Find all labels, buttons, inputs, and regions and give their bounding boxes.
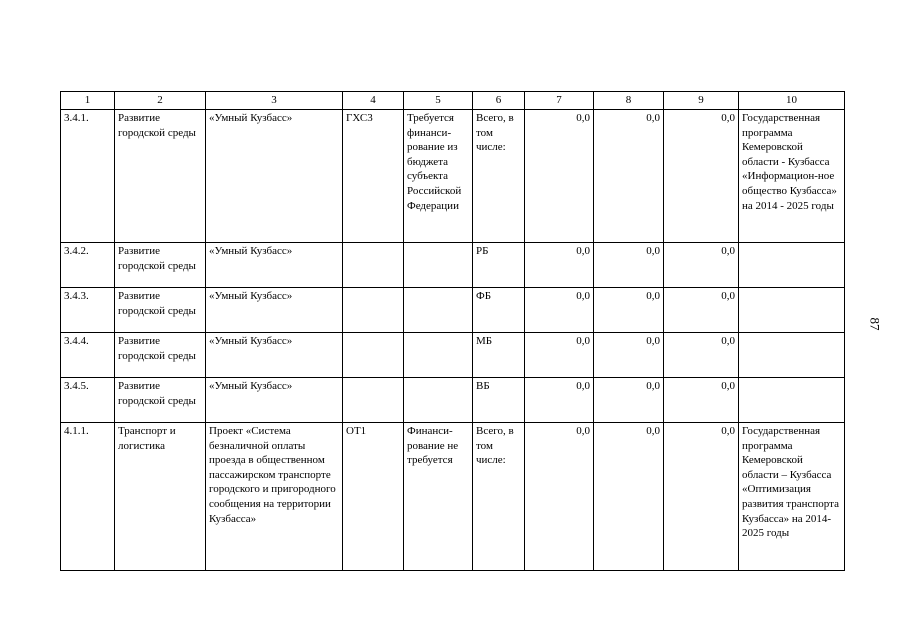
program-cell: Государственная программа Кемеровской области - Кузбасса «Информацион-ное общество Кузбасса» на 2014 - 2025 годы	[739, 110, 845, 243]
code-cell: ГХС3	[343, 110, 404, 243]
row-id-cell: 3.4.3.	[61, 288, 115, 333]
header-cell: 3	[206, 92, 343, 110]
area-cell: Развитие городской среды	[115, 333, 206, 378]
value-cell-7: 0,0	[525, 333, 594, 378]
financing-cell: Финанси-рование не требуется	[404, 423, 473, 571]
value-cell-7: 0,0	[525, 288, 594, 333]
project-cell: «Умный Кузбасс»	[206, 333, 343, 378]
financing-cell	[404, 288, 473, 333]
value-cell-9: 0,0	[664, 288, 739, 333]
program-cell	[739, 243, 845, 288]
value-cell-8: 0,0	[594, 378, 664, 423]
area-cell: Транспорт и логистика	[115, 423, 206, 571]
financing-cell: Требуется финанси-рование из бюджета субъекта Российской Федерации	[404, 110, 473, 243]
table-header	[61, 92, 845, 110]
header-cell: 2	[115, 92, 206, 110]
row-id-cell: 3.4.4.	[61, 333, 115, 378]
row-id-cell: 4.1.1.	[61, 423, 115, 571]
row-id-cell: 3.4.5.	[61, 378, 115, 423]
project-cell: Проект «Система безналичной оплаты проезда в общественном пассажирском транспорте городского и пригородного сообщения на территории Кузбасса»	[206, 423, 343, 571]
program-cell: Государственная программа Кемеровской области – Кузбасса «Оптимизация развития транспорта Кузбасса» на 2014-2025 годы	[739, 423, 845, 571]
row-id-cell: 3.4.2.	[61, 243, 115, 288]
program-cell	[739, 333, 845, 378]
data-table	[60, 91, 845, 571]
area-cell: Развитие городской среды	[115, 288, 206, 333]
header-cell: 10	[739, 92, 845, 110]
header-cell: 4	[343, 92, 404, 110]
header-cell: 9	[664, 92, 739, 110]
financing-cell	[404, 378, 473, 423]
financing-cell	[404, 333, 473, 378]
code-cell	[343, 378, 404, 423]
value-cell-9: 0,0	[664, 110, 739, 243]
table-row	[61, 423, 845, 571]
source-cell: Всего, в том числе:	[473, 423, 525, 571]
area-cell: Развитие городской среды	[115, 243, 206, 288]
project-cell: «Умный Кузбасс»	[206, 243, 343, 288]
project-cell: «Умный Кузбасс»	[206, 378, 343, 423]
code-cell: ОТ1	[343, 423, 404, 571]
code-cell	[343, 243, 404, 288]
value-cell-7: 0,0	[525, 243, 594, 288]
header-row	[61, 92, 845, 110]
header-cell: 6	[473, 92, 525, 110]
source-cell: РБ	[473, 243, 525, 288]
value-cell-7: 0,0	[525, 110, 594, 243]
value-cell-8: 0,0	[594, 243, 664, 288]
header-cell: 1	[61, 92, 115, 110]
program-cell	[739, 378, 845, 423]
area-cell: Развитие городской среды	[115, 110, 206, 243]
source-cell: ФБ	[473, 288, 525, 333]
value-cell-8: 0,0	[594, 423, 664, 571]
value-cell-8: 0,0	[594, 333, 664, 378]
table-row	[61, 333, 845, 378]
project-cell: «Умный Кузбасс»	[206, 288, 343, 333]
value-cell-9: 0,0	[664, 333, 739, 378]
source-cell: МБ	[473, 333, 525, 378]
program-cell	[739, 288, 845, 333]
header-cell: 5	[404, 92, 473, 110]
table-row	[61, 243, 845, 288]
table-row	[61, 378, 845, 423]
financing-cell	[404, 243, 473, 288]
header-cell: 7	[525, 92, 594, 110]
value-cell-7: 0,0	[525, 423, 594, 571]
value-cell-8: 0,0	[594, 288, 664, 333]
value-cell-9: 0,0	[664, 378, 739, 423]
value-cell-9: 0,0	[664, 423, 739, 571]
code-cell	[343, 288, 404, 333]
area-cell: Развитие городской среды	[115, 378, 206, 423]
source-cell: Всего, в том числе:	[473, 110, 525, 243]
project-cell: «Умный Кузбасс»	[206, 110, 343, 243]
value-cell-9: 0,0	[664, 243, 739, 288]
row-id-cell: 3.4.1.	[61, 110, 115, 243]
header-cell: 8	[594, 92, 664, 110]
table-row	[61, 288, 845, 333]
code-cell	[343, 333, 404, 378]
value-cell-8: 0,0	[594, 110, 664, 243]
page-number: 87	[867, 317, 883, 331]
source-cell: ВБ	[473, 378, 525, 423]
value-cell-7: 0,0	[525, 378, 594, 423]
table-row	[61, 110, 845, 243]
